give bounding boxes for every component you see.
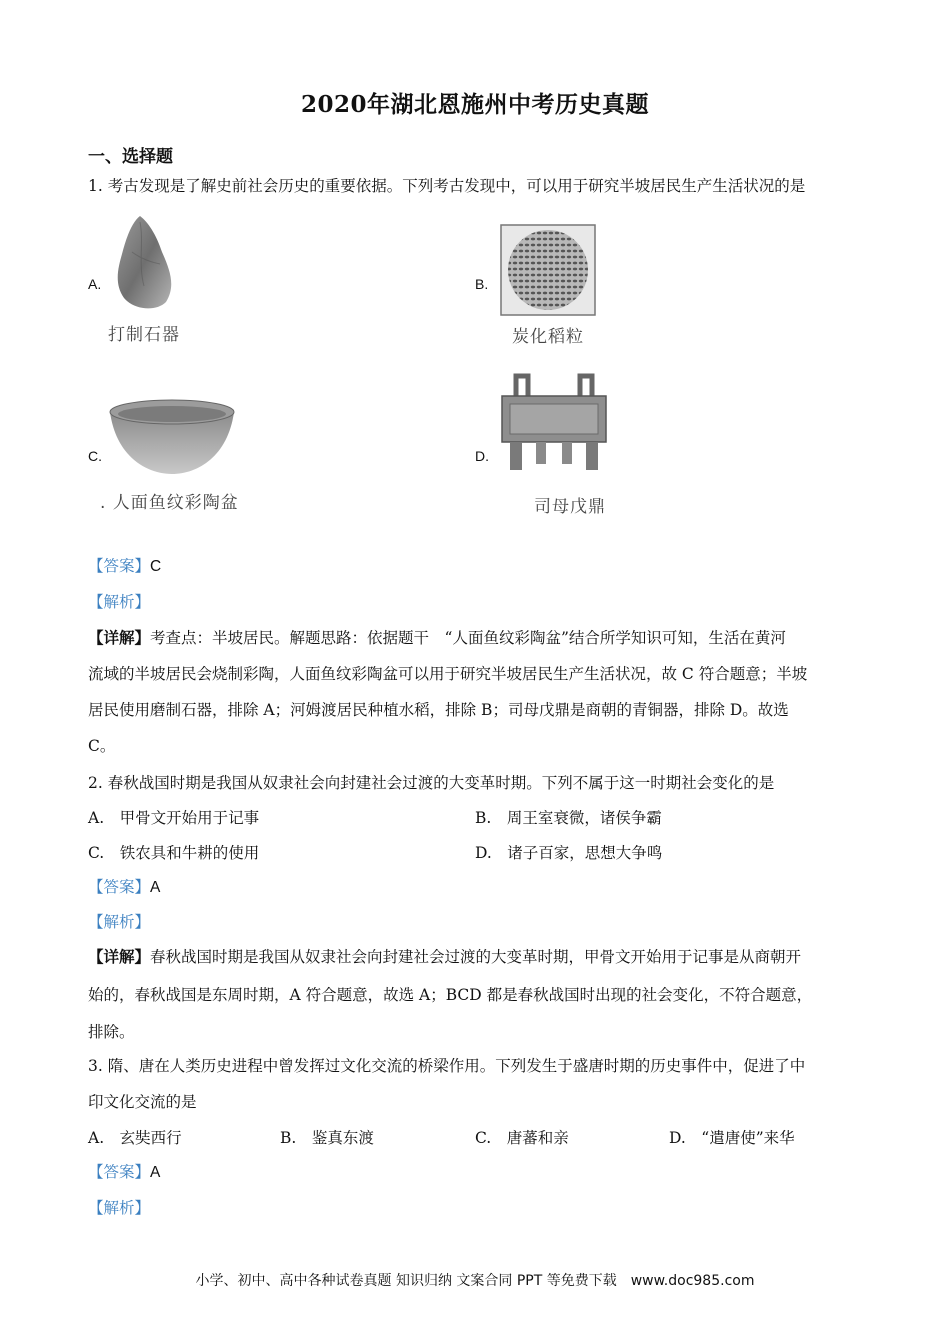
q2-answer <box>88 877 160 898</box>
carbonized-rice-image <box>500 224 596 316</box>
answer-value: C <box>150 558 162 575</box>
q3-analysis-tag: 【解析】 <box>88 1199 151 1217</box>
q1-option-b-letter: B. <box>475 276 489 292</box>
q1-option-d-caption: 司母戊鼎 <box>534 497 606 517</box>
detail-tag: 【详解】 <box>88 628 151 647</box>
q1-detail-line-3: 居民使用磨制石器，排除 A；河姆渡居民种植水稻，排除 B；司母戊鼎是商朝的青铜器，排除 D。故选 <box>88 701 789 719</box>
q2-analysis-tag: 【解析】 <box>88 913 151 931</box>
q3-option-a: A. 玄奘西行 <box>88 1129 182 1147</box>
q2-detail-line-3: 排除。 <box>88 1023 135 1041</box>
q1-option-a-letter: A. <box>88 276 102 292</box>
answer-tag: 【答案】 <box>88 878 151 896</box>
q2-option-c: C. 铁农具和牛耕的使用 <box>88 844 260 862</box>
q1-detail-line-2: 流域的半坡居民会烧制彩陶，人面鱼纹彩陶盆可以用于研究半坡居民生产生活状况，故 C 符合题意；半坡 <box>88 665 808 683</box>
q1-detail-line-1 <box>88 628 786 648</box>
detail-text: 春秋战国时期是我国从奴隶社会向封建社会过渡的大变革时期，甲骨文开始用于记事是从商朝开 <box>150 948 802 966</box>
q1-option-d-letter: D. <box>475 448 489 464</box>
q2-option-d: D. 诸子百家，思想大争鸣 <box>475 844 663 862</box>
page-title: 2020年湖北恩施州中考历史真题 <box>300 91 649 118</box>
question-1-stem: 1. 考古发现是了解史前社会历史的重要依据。下列考古发现中，可以用于研究半坡居民生产生活状况的是 <box>88 177 806 195</box>
pottery-basin-image <box>106 396 238 478</box>
question-3-stem-line-1: 3. 隋、唐在人类历史进程中曾发挥过文化交流的桥梁作用。下列发生于盛唐时期的历史事件中，促进了中 <box>88 1057 806 1075</box>
q1-option-b-caption: 炭化稻粒 <box>512 327 584 347</box>
q2-detail-line-1 <box>88 947 801 967</box>
q1-option-c-letter: C. <box>88 448 102 464</box>
q1-analysis-tag: 【解析】 <box>88 593 151 611</box>
detail-text: 考查点：半坡居民。解题思路：依据题干 “人面鱼纹彩陶盆”结合所学知识可知，生活在黄河 <box>150 629 786 647</box>
detail-tag: 【详解】 <box>88 947 151 966</box>
q3-answer <box>88 1162 160 1183</box>
page-footer: 小学、初中、高中各种试卷真题 知识归纳 文案合同 PPT 等免费下载 www.doc985.com <box>195 1273 755 1289</box>
q1-answer <box>88 556 161 577</box>
q2-option-b: B. 周王室衰微，诸侯争霸 <box>475 809 662 827</box>
q1-option-c-caption: . 人面鱼纹彩陶盆 <box>100 493 239 513</box>
q1-option-a-caption: 打制石器 <box>108 325 180 345</box>
stone-tool-image <box>104 212 194 312</box>
answer-value: A <box>150 879 161 896</box>
question-3-stem-line-2: 印文化交流的是 <box>88 1093 197 1111</box>
q1-detail-line-4: C。 <box>88 737 116 755</box>
answer-tag: 【答案】 <box>88 1163 151 1181</box>
section-heading: 一、选择题 <box>88 147 173 167</box>
q3-option-d: D. “遣唐使”来华 <box>669 1129 795 1147</box>
answer-value: A <box>150 1164 161 1181</box>
q2-detail-line-2: 始的，春秋战国是东周时期，A 符合题意，故选 A；BCD 都是春秋战国时出现的社会变化，不符合题意， <box>88 986 813 1004</box>
answer-tag: 【答案】 <box>88 557 151 575</box>
q2-option-a: A. 甲骨文开始用于记事 <box>88 809 260 827</box>
q3-option-c: C. 唐蕃和亲 <box>475 1129 569 1147</box>
question-2-stem: 2. 春秋战国时期是我国从奴隶社会向封建社会过渡的大变革时期。下列不属于这一时期社会变化的是 <box>88 774 775 792</box>
bronze-ding-image <box>498 372 610 472</box>
q3-option-b: B. 鉴真东渡 <box>280 1129 374 1147</box>
